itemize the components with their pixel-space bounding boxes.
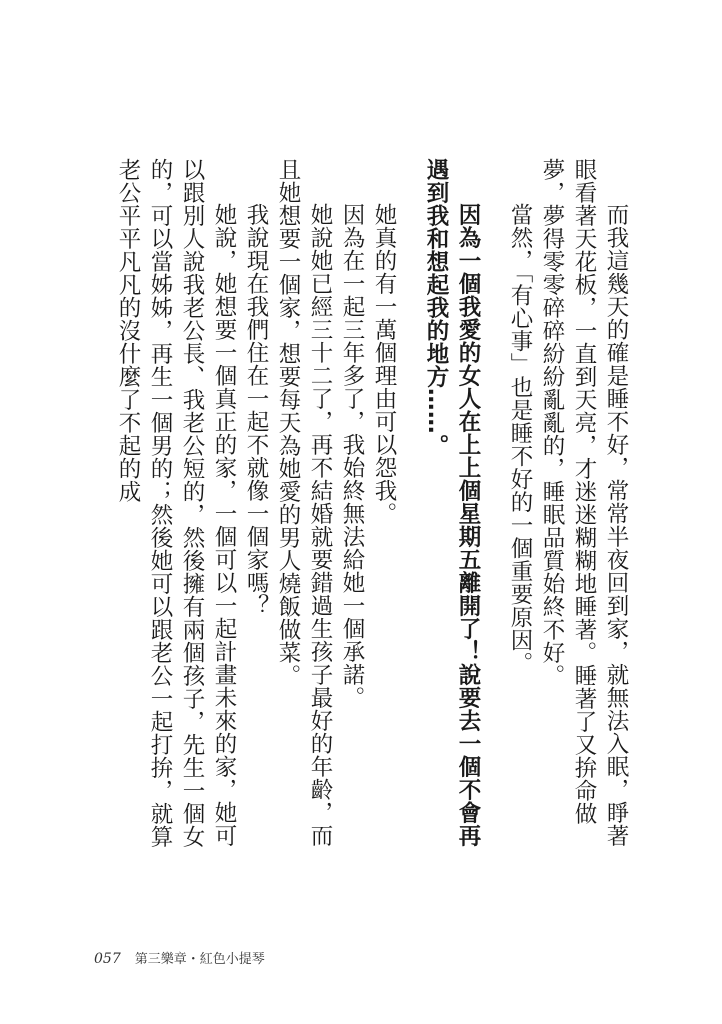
paragraph-age: 她說她已經三十二了，再不結婚就要錯過生孩子最好的年齡，而且她想要一個家，想要每天為她愛的男人燒飯做菜。	[275, 158, 333, 847]
paragraph-real-home: 她說，她想要一個真正的家，一個可以一起計畫未來的家，她可以跟別人說我老公長、我老公短的，然後擁有兩個孩子，先生一個女的，可以當姊姊，再生一個男的；然後她可以跟老公一起打拚，就算老公平平凡凡的沒什麼了不起的成	[115, 158, 237, 848]
vertical-body-text	[72, 158, 632, 858]
paragraph-sleepless: 而我這幾天的確是睡不好，常常半夜回到家，就無法入眠，睜著眼看著天花板，一直到天亮，才迷迷糊糊地睡著。睡著了又拚命做夢，夢得零零碎碎紛紛亂亂的，睡眠品質始終不好。	[539, 158, 629, 847]
paragraph-no-promise: 因為在一起三年多了，我始終無法給她一個承諾。	[339, 203, 365, 709]
paragraph-of-course: 當然，「有心事」也是睡不好的一個重要原因。	[507, 203, 533, 675]
chapter-title: 第三樂章・紅色小提琴	[134, 952, 265, 967]
paragraph-she-left: 因為一個我愛的女人在上上個星期五離開了！說要去一個不會再遇到我和想起我的地方……。	[423, 158, 481, 847]
page-number: 057	[94, 951, 121, 967]
paragraph-like-home: 我說現在我們住在一起不就像一個家嗎？	[243, 203, 269, 617]
paragraph-reasons: 她真的有一萬個理由可以怨我。	[371, 203, 397, 525]
page-footer	[94, 948, 265, 967]
